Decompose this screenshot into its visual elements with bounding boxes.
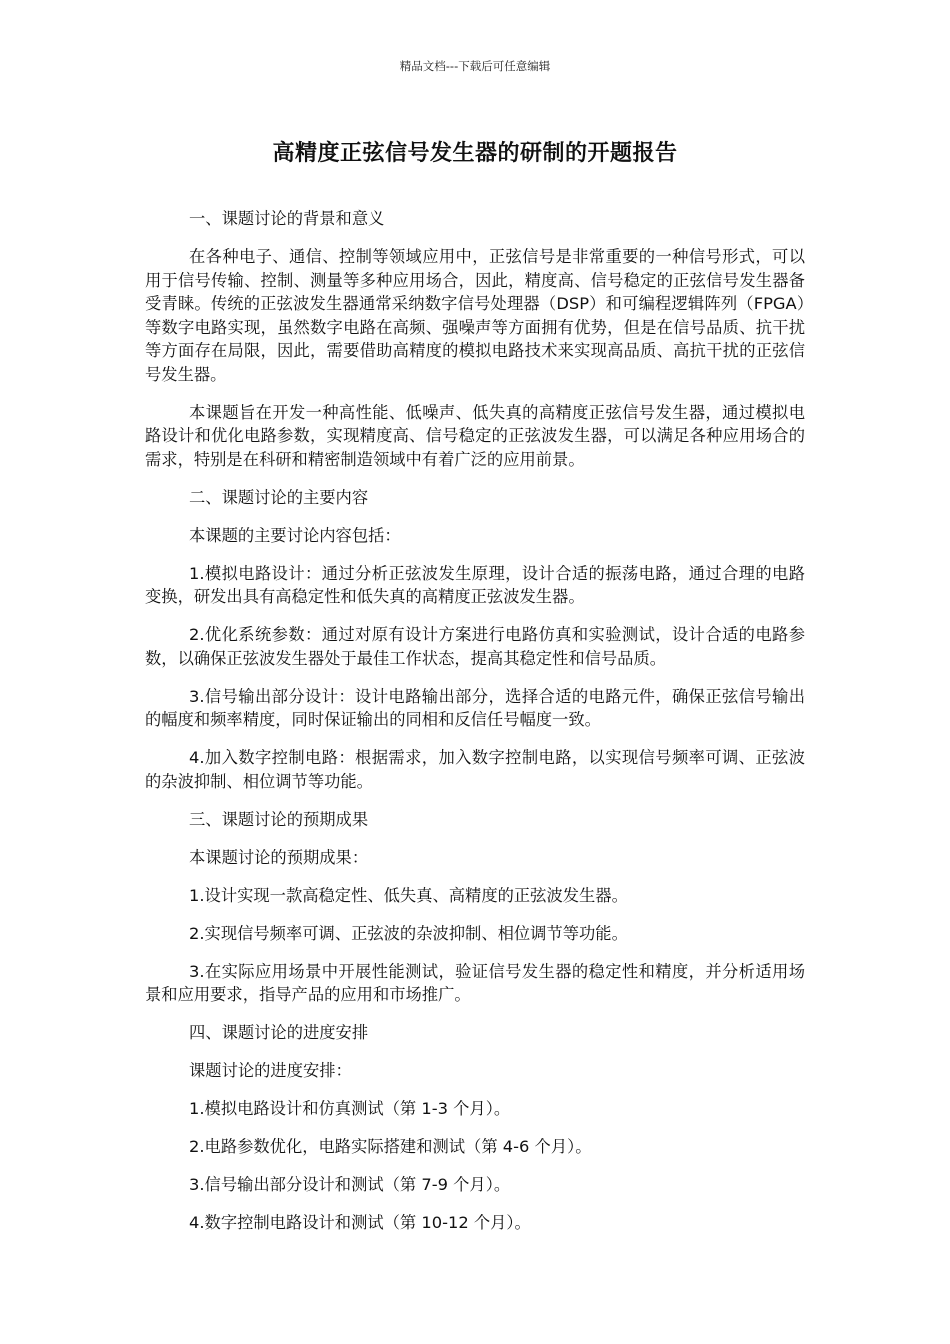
list-item-schedule-4: 4.数字控制电路设计和测试（第 10-12 个月）。 [189,1213,531,1232]
paragraph-background: 在各种电子、通信、控制等领域应用中，正弦信号是非常重要的一种信号形式，可以用于信号传输、控制、测量等多种应用场合，因此，精度高、信号稳定的正弦信号发生器备受青睐。传统的正弦波发生器通常采纳数字信号处理器（DSP）和可编程逻辑阵列（FPGA）等数字电路实现，虽然数字电路在高频、强噪声等方面拥有优势，但是在信号品质、抗干扰等方面存在局限，因此，需要借助高精度的模拟电路技术来实现高品质、高抗干扰的正弦信号发生器。 [145,247,805,384]
list-item-content-1: 1.模拟电路设计：通过分析正弦波发生原理，设计合适的振荡电路，通过合理的电路变换，研发出具有高稳定性和低失真的高精度正弦波发生器。 [145,563,805,606]
section-heading-2: 二、课题讨论的主要内容 [189,487,369,507]
list-item-result-1: 1.设计实现一款高稳定性、低失真、高精度的正弦波发生器。 [189,885,628,905]
list-item-result-2: 2.实现信号频率可调、正弦波的杂波抑制、相位调节等功能。 [189,923,628,943]
section-heading-3: 三、课题讨论的预期成果 [189,809,369,829]
list-item-schedule-2: 2.电路参数优化，电路实际搭建和测试（第 4-6 个月）。 [189,1137,592,1156]
document-title: 高精度正弦信号发生器的研制的开题报告 [272,141,678,166]
list-item-schedule-3: 3.信号输出部分设计和测试（第 7-9 个月）。 [189,1175,511,1194]
paragraph-schedule-intro: 课题讨论的进度安排： [189,1061,352,1080]
section-heading-4: 四、课题讨论的进度安排 [189,1023,369,1042]
section-heading-1: 一、课题讨论的背景和意义 [189,209,385,228]
paragraph-results-intro: 本课题讨论的预期成果： [189,847,369,867]
list-item-schedule-1: 1.模拟电路设计和仿真测试（第 1-3 个月）。 [189,1099,511,1118]
paragraph-content-intro: 本课题的主要讨论内容包括： [189,525,401,545]
header-note: 精品文档---下载后可任意编辑 [399,59,551,73]
list-item-content-4: 4.加入数字控制电路：根据需求，加入数字控制电路，以实现信号频率可调、正弦波的杂波抑制、相位调节等功能。 [145,748,805,791]
list-item-content-3: 3.信号输出部分设计：设计电路输出部分，选择合适的电路元件，确保正弦信号输出的幅度和频率精度，同时保证输出的同相和反信任号幅度一致。 [145,686,805,729]
list-item-result-3: 3.在实际应用场景中开展性能测试，验证信号发生器的稳定性和精度，并分析适用场景和应用要求，指导产品的应用和市场推广。 [145,961,805,1004]
list-item-content-2: 2.优化系统参数：通过对原有设计方案进行电路仿真和实验测试，设计合适的电路参数，以确保正弦波发生器处于最佳工作状态，提高其稳定性和信号品质。 [145,625,805,668]
paragraph-purpose: 本课题旨在开发一种高性能、低噪声、低失真的高精度正弦信号发生器，通过模拟电路设计和优化电路参数，实现精度高、信号稳定的正弦波发生器，可以满足各种应用场合的需求，特别是在科研和精密制造领域中有着广泛的应用前景。 [145,402,805,469]
document-body [145,207,805,1249]
